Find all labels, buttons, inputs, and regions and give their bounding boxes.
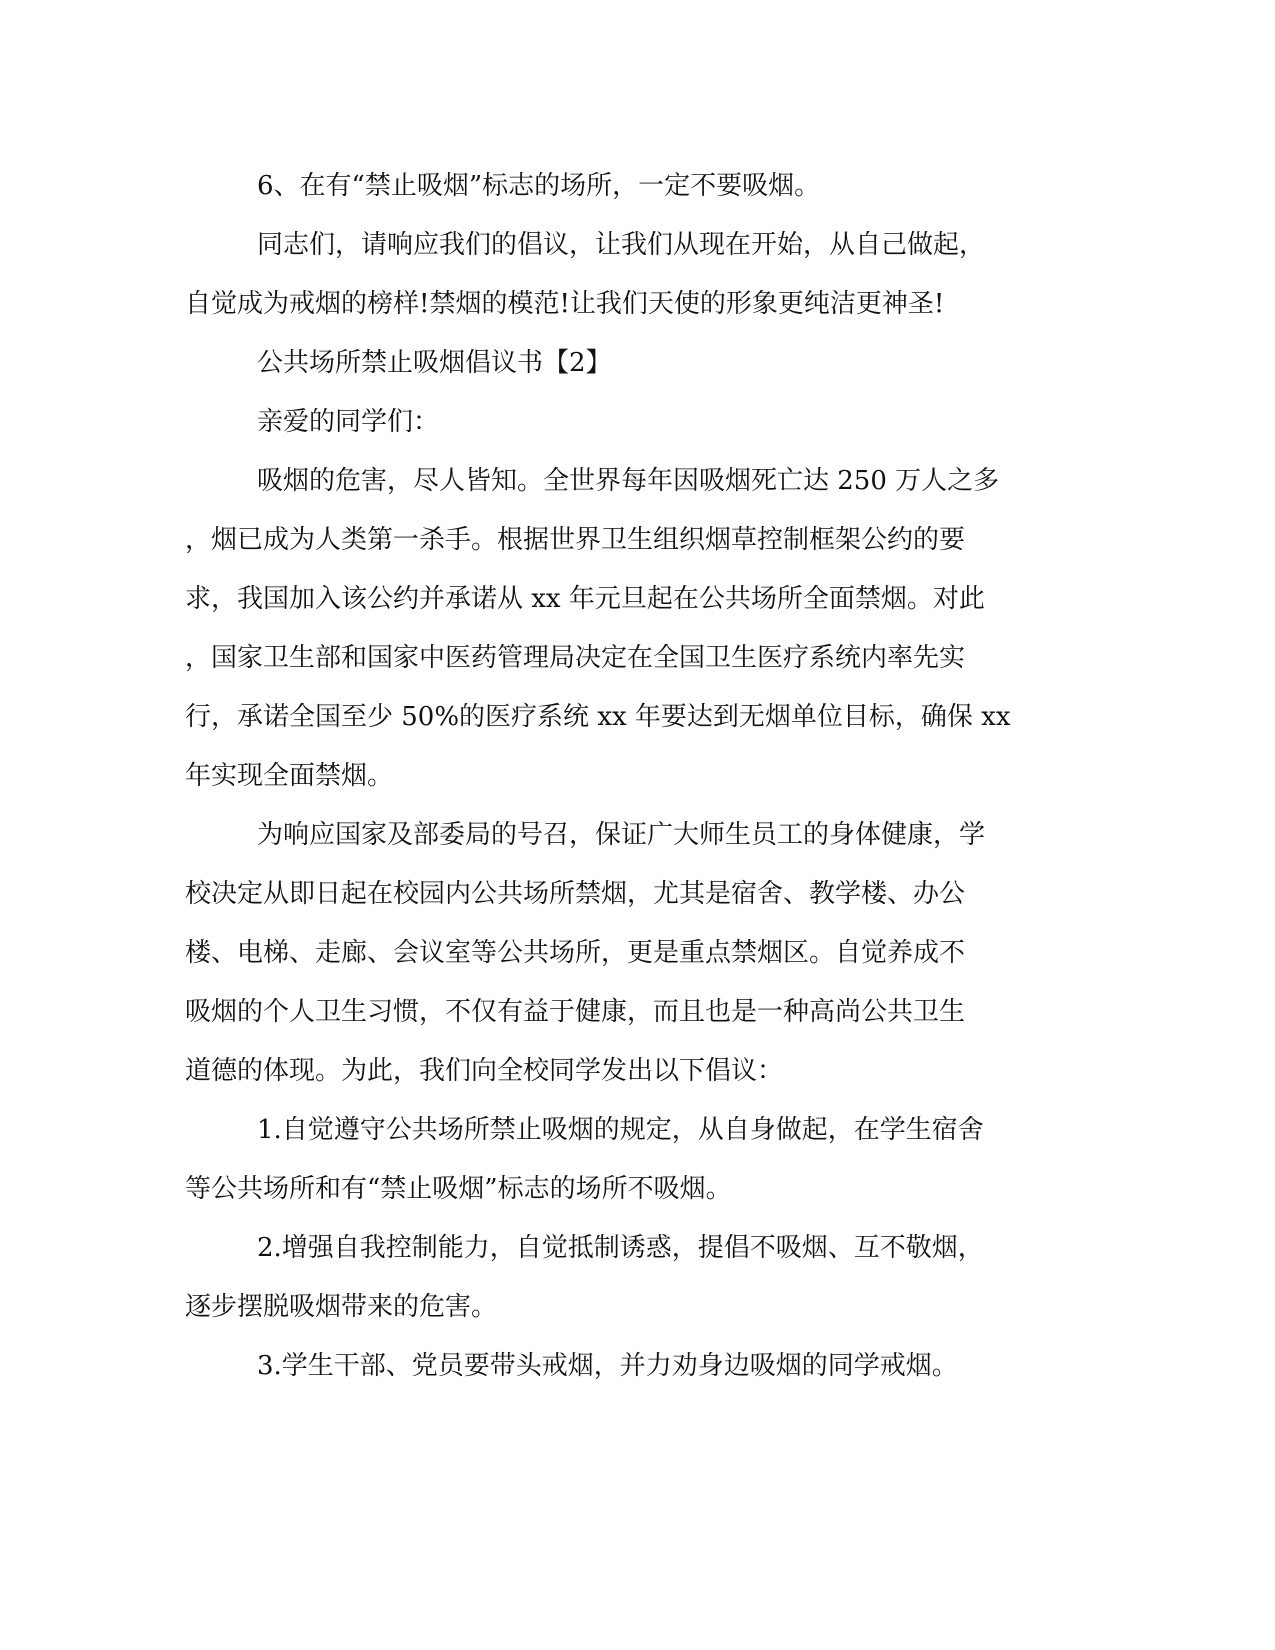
paragraph-line: 校决定从即日起在校园内公共场所禁烟，尤其是宿舍、教学楼、办公	[185, 879, 966, 909]
paragraph-line: 自觉成为戒烟的榜样!禁烟的模范!让我们天使的形象更纯洁更神圣!	[185, 289, 945, 319]
list-item: 2.增强自我控制能力，自觉抵制诱惑，提倡不吸烟、互不敬烟，	[257, 1233, 984, 1263]
paragraph-line: 行，承诺全国至少 50%的医疗系统 xx 年要达到无烟单位目标，确保 xx	[185, 702, 1011, 732]
paragraph-line: 吸烟的个人卫生习惯，不仅有益于健康，而且也是一种高尚公共卫生	[185, 997, 966, 1027]
section-heading: 公共场所禁止吸烟倡议书【2】	[257, 348, 612, 378]
document-body	[185, 157, 1065, 1396]
paragraph-line: 道德的体现。为此，我们向全校同学发出以下倡议：	[185, 1056, 784, 1086]
list-item: 3.学生干部、党员要带头戒烟，并力劝身边吸烟的同学戒烟。	[257, 1351, 958, 1381]
paragraph-line: ，烟已成为人类第一杀手。根据世界卫生组织烟草控制框架公约的要	[185, 525, 966, 555]
paragraph-line: 同志们，请响应我们的倡议，让我们从现在开始，从自己做起，	[257, 230, 986, 260]
list-item-continued: 逐步摆脱吸烟带来的危害。	[185, 1292, 498, 1322]
salutation: 亲爱的同学们：	[257, 407, 440, 437]
paragraph-line: 楼、电梯、走廊、会议室等公共场所，更是重点禁烟区。自觉养成不	[185, 938, 966, 968]
paragraph-line: 吸烟的危害，尽人皆知。全世界每年因吸烟死亡达 250 万人之多	[257, 466, 1000, 496]
paragraph-line: 6、在有“禁止吸烟”标志的场所，一定不要吸烟。	[257, 171, 821, 201]
paragraph-line: 为响应国家及部委局的号召，保证广大师生员工的身体健康，学	[257, 820, 986, 850]
paragraph-line: ，国家卫生部和国家中医药管理局决定在全国卫生医疗系统内率先实	[185, 643, 966, 673]
list-item: 1.自觉遵守公共场所禁止吸烟的规定，从自身做起，在学生宿舍	[257, 1115, 984, 1145]
list-item-continued: 等公共场所和有“禁止吸烟”标志的场所不吸烟。	[185, 1174, 732, 1204]
paragraph-line: 求，我国加入该公约并承诺从 xx 年元旦起在公共场所全面禁烟。对此	[185, 584, 985, 614]
paragraph-line: 年实现全面禁烟。	[185, 761, 394, 791]
